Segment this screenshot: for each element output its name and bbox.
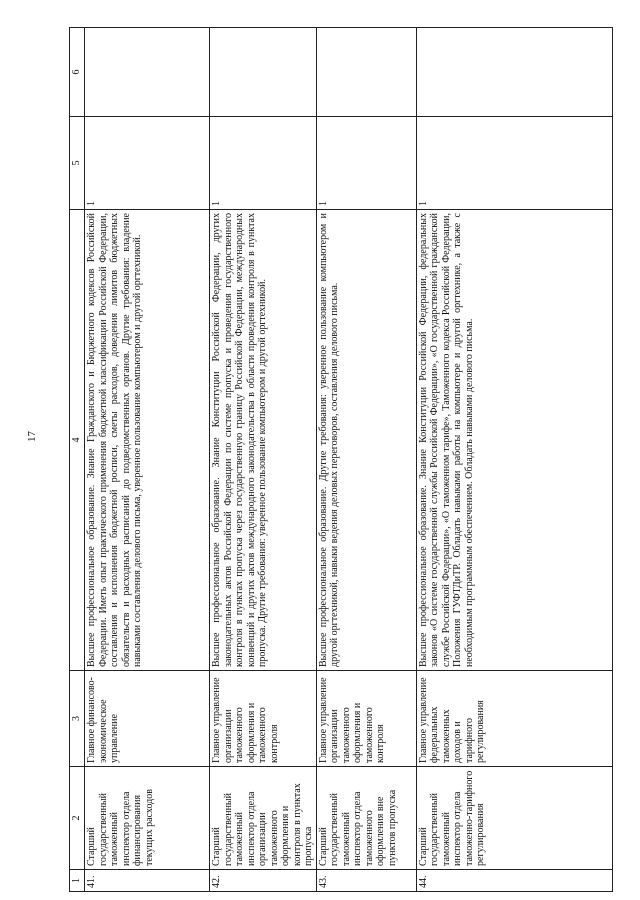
position-title: Старший государственный таможенный инспектор отдела таможенного оформления вне пунктов пропуска (316, 767, 416, 870)
column-header: 2 (70, 767, 85, 870)
vacancy-count: 1 (416, 117, 613, 210)
column-header: 3 (70, 671, 85, 767)
page-number: 17 (26, 431, 38, 442)
row-number: 44. (416, 870, 613, 892)
vacancy-count: 1 (316, 117, 416, 210)
requirements: Высшее профессиональное образование. Знание Гражданского и Бюджетного кодексов Российской Федерации. Иметь опыт практического применения бюджетной классификации Российской Федерации, составления и исполнения бюджетной росписи, сметы расходов, доведения лимитов бюджетных обязательств и расходных расписаний до подведомственных органов. Другие требования: владение навыками составления делового письма, уверенное пользование компьютером и другой оргтехникой. (85, 210, 210, 671)
requirements: Высшее профессиональное образование. Знание Конституции Российской Федерации, других законодательных актов Российской Федерации по системе пропуска и проведения государственного контроля в пунктах пропуска через государственную границу Российской Федерации, международных конвенций и других актов международного законодательства в области проведения контроля в пунктах пропуска. Другие требования: уверенное пользование компьютером и другой оргтехникой. (210, 210, 317, 671)
position-title: Старший государственный таможенный инспектор отдела организации таможенного оформления и контроля в пунктах пропуска (210, 767, 317, 870)
column-header: 1 (70, 870, 85, 892)
table-row (210, 28, 317, 892)
notes-cell (85, 28, 210, 117)
department: Главное управление организации таможенного оформления и таможенного контроля (316, 671, 416, 767)
rotated-page-table-wrapper (69, 28, 613, 892)
row-number: 41. (85, 870, 210, 892)
vacancy-table (69, 27, 613, 892)
column-header: 4 (70, 210, 85, 671)
notes-cell (210, 28, 317, 117)
requirements: Высшее профессиональное образование. Другие требования: уверенное пользование компьютером и другой оргтехникой, навыки ведения деловых переговоров, составления делового письма. (316, 210, 416, 671)
table-row (316, 28, 416, 892)
row-number: 42. (210, 870, 317, 892)
column-header: 6 (70, 28, 85, 117)
notes-cell (316, 28, 416, 117)
vacancy-count: 1 (85, 117, 210, 210)
requirements: Высшее профессиональное образование. Знание Конституции Российской Федерации, федеральных законов «О системе государственной службы Российской Федерации», «О государственной гражданской службе Российской Федерации», «О таможенном тарифе», Таможенного кодекса Российской Федерации, Положения ГУФТДиТР. Обладать навыками работы на компьютере и другой оргтехнике, а также с необходимым программным обеспечением. Обладать навыками делового письма. (416, 210, 613, 671)
table-row (416, 28, 613, 892)
position-title: Старший государственный таможенный инспектор отдела таможенно-тарифного регулирования (416, 767, 613, 870)
department: Главное управление организации таможенного оформления и таможенного контроля (210, 671, 317, 767)
department: Главное финансово-экономическое управление (85, 671, 210, 767)
column-header: 5 (70, 117, 85, 210)
header-row (70, 28, 85, 892)
department: Главное управление федеральных таможенных доходов и тарифного регулирования (416, 671, 613, 767)
table-row (85, 28, 210, 892)
position-title: Старший государственный таможенный инспектор отдела финансирования текущих расходов (85, 767, 210, 870)
row-number: 43. (316, 870, 416, 892)
vacancy-count: 1 (210, 117, 317, 210)
notes-cell (416, 28, 613, 117)
